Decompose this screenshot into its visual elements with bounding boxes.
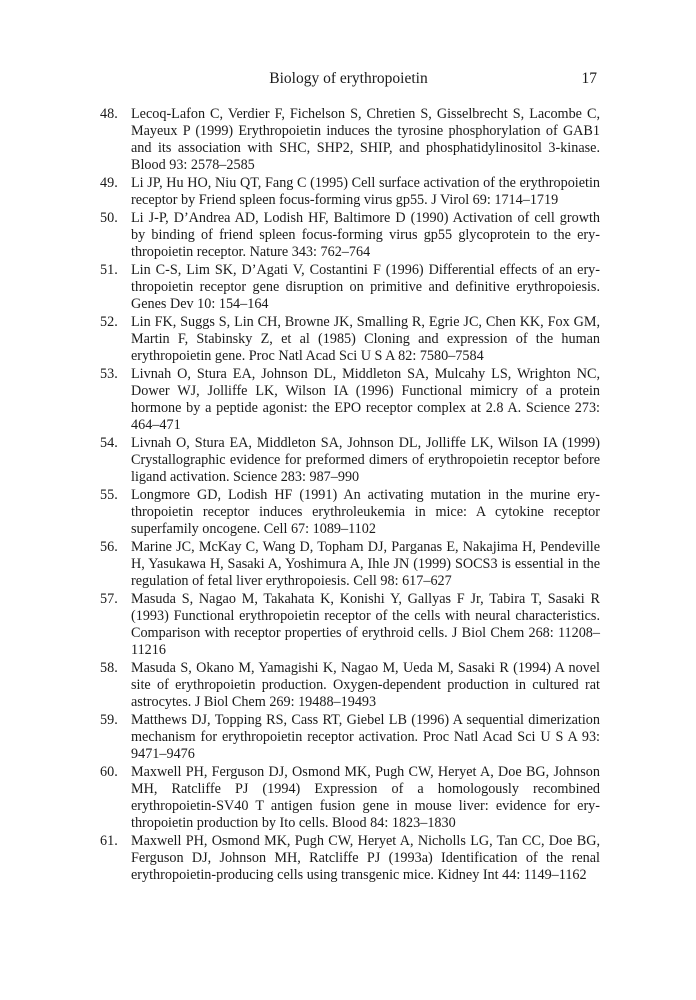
- reference-text: Masuda S, Okano M, Yamagishi K, Nagao M, Ueda M, Sasaki R (1994) A novel site of erythropoietin production. Oxygen-dependent production in cultured rat astrocytes. J Biol Chem 269: 19488–19493: [131, 660, 600, 711]
- reference-text: Li J-P, D’Andrea AD, Lodish HF, Baltimore D (1990) Activation of cell growth by binding of friend spleen focus-forming virus gp55 glycoprotein to the erythropoietin receptor. Nature 343: 762–764: [131, 209, 600, 261]
- reference-item: [100, 435, 600, 486]
- reference-item: [100, 764, 600, 833]
- reference-text: Livnah O, Stura EA, Middleton SA, Johnson DL, Jolliffe LK, Wilson IA (1999) Crystallographic evidence for preformed dimers of erythropoietin receptor before ligand activation. Science 283: 987–990: [131, 434, 600, 486]
- reference-text: Livnah O, Stura EA, Johnson DL, Middleton SA, Mulcahy LS, Wrighton NC, Dower WJ, Jolliffe LK, Wilson IA (1996) Functional mimicry of a protein hormone by a peptide agonist: the EPO receptor complex at 2.8 A. Science 273: 464–471: [131, 365, 600, 434]
- page-number: 17: [581, 70, 597, 87]
- reference-text: Lin FK, Suggs S, Lin CH, Browne JK, Smalling R, Egrie JC, Chen KK, Fox GM, Martin F, Stabinsky Z, et al (1985) Cloning and expression of the human erythropoietin gene. Proc Natl Acad Sci U S A 82: 7580–7584: [131, 313, 600, 365]
- reference-number: 53.: [100, 365, 118, 382]
- reference-text: Lecoq-Lafon C, Verdier F, Fichelson S, Chretien S, Gisselbrecht S, Lacombe C, Mayeux P (1999) Erythropoietin induces the tyrosine phosphorylation of GAB1 and its association with SHC, SHP2, SHIP, and phosphatidylinositol 3-kinase. Blood 93: 2578–2585: [131, 106, 600, 174]
- reference-item: [100, 106, 600, 175]
- running-head: [100, 70, 597, 92]
- reference-text: Li JP, Hu HO, Niu QT, Fang C (1995) Cell surface activation of the erythropoietin receptor by Friend spleen focus-forming virus gp55. J Virol 69: 1714–1719: [131, 175, 600, 209]
- reference-text: Matthews DJ, Topping RS, Cass RT, Giebel LB (1996) A sequential dimerization mechanism for erythropoietin receptor activation. Proc Natl Acad Sci U S A 93: 9471–9476: [131, 711, 600, 763]
- reference-item: [100, 712, 600, 763]
- reference-number: 57.: [100, 590, 118, 607]
- reference-item: [100, 262, 600, 313]
- reference-text: Lin C-S, Lim SK, D’Agati V, Costantini F (1996) Differential effects of an erythropoietin receptor gene disruption on primitive and definitive erythropoiesis. Genes Dev 10: 154–164: [131, 261, 600, 313]
- reference-item: [100, 487, 600, 538]
- reference-number: 52.: [100, 313, 118, 330]
- reference-number: 50.: [100, 209, 118, 226]
- reference-number: 59.: [100, 711, 118, 728]
- reference-number: 60.: [100, 763, 118, 780]
- reference-number: 51.: [100, 261, 118, 278]
- reference-list: [100, 106, 600, 885]
- running-title: Biology of erythropoietin: [269, 70, 428, 87]
- reference-number: 55.: [100, 486, 118, 503]
- reference-item: [100, 314, 600, 365]
- reference-text: Longmore GD, Lodish HF (1991) An activating mutation in the murine erythropoietin receptor induces erythroleukemia in mice: A cytokine receptor superfamily oncogene. Cell 67: 1089–1102: [131, 486, 600, 538]
- reference-number: 56.: [100, 538, 118, 555]
- reference-item: [100, 660, 600, 711]
- reference-number: 49.: [100, 175, 118, 192]
- reference-text: Maxwell PH, Osmond MK, Pugh CW, Heryet A, Nicholls LG, Tan CC, Doe BG, Ferguson DJ, Johnson MH, Ratcliffe PJ (1993a) Identification of the renal erythropoietin-producing cells using transgenic mice. Kidney Int 44: 1149–1162: [131, 833, 600, 884]
- reference-item: [100, 210, 600, 261]
- reference-number: 54.: [100, 434, 118, 451]
- reference-item: [100, 591, 600, 660]
- reference-text: Maxwell PH, Ferguson DJ, Osmond MK, Pugh CW, Heryet A, Doe BG, Johnson MH, Ratcliffe PJ (1994) Expression of a homologously recombined erythropoietin-SV40 T antigen fusion gene in mouse liver: evidence for erythropoietin production by Ito cells. Blood 84: 1823–1830: [131, 763, 600, 832]
- reference-item: [100, 175, 600, 209]
- reference-item: [100, 833, 600, 884]
- reference-number: 48.: [100, 106, 118, 122]
- reference-number: 58.: [100, 660, 118, 676]
- reference-text: Masuda S, Nagao M, Takahata K, Konishi Y, Gallyas F Jr, Tabira T, Sasaki R (1993) Functional erythropoietin receptor of the cells with neural characteristics. Comparison with receptor properties of erythroid cells. J Biol Chem 268: 11208–11216: [131, 590, 600, 659]
- reference-text: Marine JC, McKay C, Wang D, Topham DJ, Parganas E, Nakajima H, Pendeville H, Yasukawa H, Sasaki A, Yoshimura A, Ihle JN (1999) SOCS3 is essential in the regulation of fetal liver erythropoiesis. Cell 98: 617–627: [131, 538, 600, 590]
- reference-item: [100, 539, 600, 590]
- reference-number: 61.: [100, 833, 118, 850]
- reference-item: [100, 366, 600, 435]
